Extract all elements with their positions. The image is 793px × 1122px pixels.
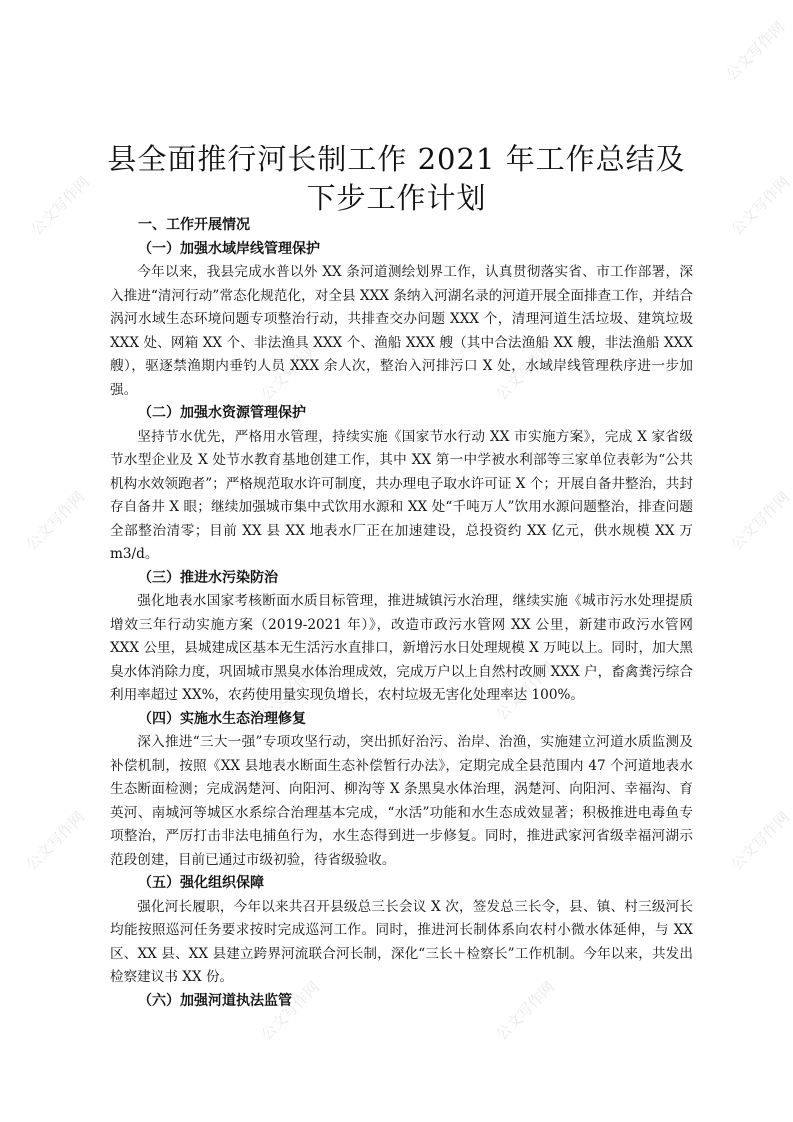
watermark: 公文写作网 [257,337,324,404]
watermark: 公文写作网 [27,172,94,239]
body-paragraph: 强化河长履职，今年以来共召开县级总三长会议 X 次，签发总三长令，县、镇、村三级河长均能按照巡河任务要求按时完成巡河工作。同时，推进河长制体系向农村小微水体延伸，与 XX 区、XX 县、XX 县建立跨界河流联合河长制，深化“三长＋检察长”工作机制。今年以来，共发出检察建议书 XX 份。 [110,898,693,985]
subsection-heading: （五）强化组织保障 [138,875,264,891]
watermark: 公文写作网 [727,172,793,239]
watermark: 公文写作网 [257,657,324,724]
watermark: 公文写作网 [722,17,789,84]
subsection-heading: （六）加强河道执法监管 [138,992,292,1009]
body-paragraph: 深入推进“三大一强”专项攻坚行动，突出抓好治污、治岸、治渔，实施建立河道水质监测及补偿机制，按照《XX 县地表水断面生态补偿暂行办法》，定期完成全县范围内 47 个河道地表水生态断面检测；完成涡楚河、向阳河、柳沟等 X 条黑臭水体治理，涡楚河、向阳河、幸福沟、育英河、南城河等城区水系综合治理基本完成，“水活”功能和水生态成效显著；积极推进电毒鱼专项整治，严厉打击非法电捕鱼行为，水生态得到进一步修复。同时，推进武家河省级幸福河湖示范段创建，目前已通过市级初验，待省级验收。 [110,734,693,868]
section-heading: 一、工作开展情况 [138,217,250,233]
body-paragraph: 今年以来，我县完成水普以外 XX 条河道测绘划界工作，认真贯彻落实省、市工作部署，深入推进“清河行动”常态化规范化，对全县 XXX 条纳入河湖名录的河道开展全面排查工作，并结合涡河水域生态环境问题专项整治行动，共排查交办问题 XXX 个，清理河道生活垃圾、建筑垃圾 XXX 处、网箱 XX 个、非法渔具 XXX 个、渔船 XXX 艘（其中合法渔船 XX 艘，非法渔船 XXX 艘），驱逐禁渔期内垂钓人员 XXX 余人次，整治入河排污口 X 处，水域岸线管理秩序进一步加强。 [110,264,693,398]
subsection-heading: （三）推进水污染防治 [138,569,278,586]
watermark: 公文写作网 [727,487,793,554]
subsection-heading: （四）实施水生态治理修复 [138,710,306,727]
watermark: 公文写作网 [492,977,559,1044]
watermark: 公文写作网 [492,337,559,404]
watermark: 公文写作网 [22,487,89,554]
body-paragraph: 坚持节水优先，严格用水管理，持续实施《国家节水行动 XX 市实施方案》，完成 X 家省级节水型企业及 X 处节水教育基地创建工作，其中 XX 第一中学被水利部等三家单位表彰为“公共机构水效领跑者”；严格规范取水许可制度，共办理电子取水许可证 X 个；开展自备井整治，共封存自备井 X 眼；继续加强城市集中式饮用水源和 XX 处“千吨万人”饮用水源问题整治，排查问题全部整治清零；目前 XX 县 XX 地表水厂正在加速建设，总投资约 XX 亿元，供水规模 XX 万 m3/d。 [110,428,693,562]
body-paragraph: 强化地表水国家考核断面水质目标管理，推进城镇污水治理，继续实施《城市污水处理提质增效三年行动实施方案（2019-2021 年）》，改造市政污水管网 XX 公里，新建市政污水管网 XXX 公里，县城建成区基本无生活污水直排口，新增污水日处理规模 X 万吨以上。同时，加大黑臭水体消除力度，巩固城市黑臭水体治理成效，完成万户以上自然村改厕 XXX 户，畜禽粪污综合利用率超过 XX%，农药使用量实现负增长，农村垃圾无害化处理率达 100%。 [110,593,693,703]
document-title: 县全面推行河长制工作 2021 年工作总结及下步工作计划 [107,142,686,215]
subsection-heading: （二）加强水资源管理保护 [138,405,306,421]
subsection-heading: （一）加强水域岸线管理保护 [138,240,320,257]
watermark: 公文写作网 [727,807,793,874]
watermark: 公文写作网 [492,657,559,724]
watermark: 公文写作网 [22,807,89,874]
watermark: 公文写作网 [257,977,324,1044]
document-body [110,214,693,1013]
